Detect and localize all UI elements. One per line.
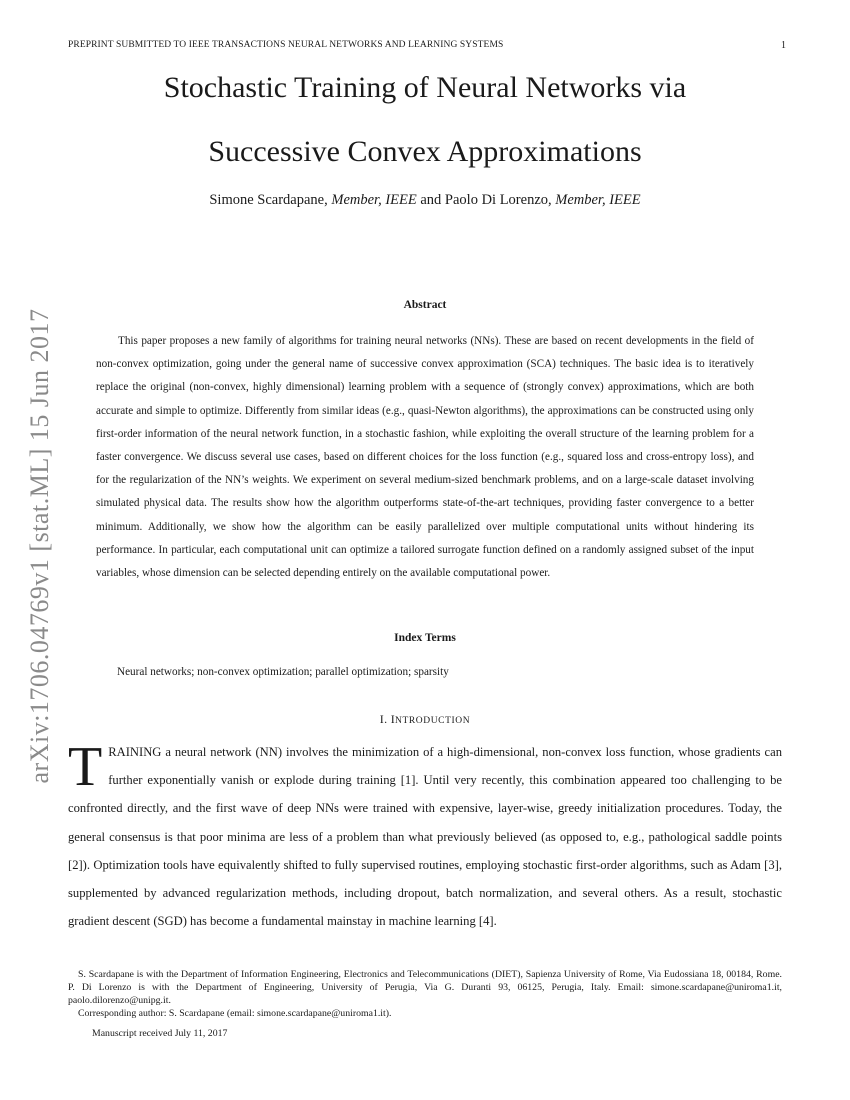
- introduction-text: RAINING a neural network (NN) involves the minimization of a high-dimensional, non-convex loss function, whose gradients can further exponentially vanish or explode during training [1]. Until very recently, this combination appeared too challenging to be confronted directly, and the first wave of deep NNs were trained with expensive, layer-wise, greedy initialization procedures. Today, the general consensus is that poor minima are less of a problem than what previously believed (as opposed to, e.g., pathological saddle points [2]). Optimization tools have equivalently shifted to fully supervised routines, employing stochastic first-order algorithms, such as Adam [3], supplemented by advanced regularization methods, including dropout, batch normalization, and several others. As a result, stochastic gradient descent (SGD) has become a fundamental mainstay in machine learning [4].: [68, 745, 782, 929]
- manuscript-received-note: Manuscript received July 11, 2017: [92, 1028, 228, 1039]
- drop-cap: T: [68, 736, 103, 798]
- corresponding-author-note: Corresponding author: S. Scardapane (email: simone.scardapane@uniroma1.it).: [78, 1008, 392, 1019]
- author-2: and Paolo Di Lorenzo,: [416, 192, 556, 208]
- author-2-membership: Member, IEEE: [555, 192, 641, 208]
- introduction-paragraph: [68, 738, 782, 935]
- affiliation-footnote: S. Scardapane is with the Department of Information Engineering, Electronics and Telecommunications (DIET), Sapienza University of Rome, Via Eudossiana 18, 00184, Rome. P. Di Lorenzo is with the Department of Engineering, University of Perugia, Via G. Duranti 93, 06125, Perugia, Italy. Email: simone.scardapane@uniroma1.it, paolo.dilorenzo@unipg.it.: [68, 969, 782, 1006]
- index-terms-heading: Index Terms: [394, 632, 456, 644]
- author-1: Simone Scardapane,: [209, 192, 332, 208]
- page-number: 1: [781, 40, 786, 51]
- author-line: [68, 192, 782, 209]
- section-number: I.: [379, 712, 391, 726]
- paper-title: [68, 56, 782, 184]
- index-terms-text: Neural networks; non-convex optimization; parallel optimization; sparsity: [117, 666, 449, 678]
- running-header: PREPRINT SUBMITTED TO IEEE TRANSACTIONS NEURAL NETWORKS AND LEARNING SYSTEMS: [68, 40, 504, 50]
- author-1-membership: Member, IEEE: [331, 192, 417, 208]
- section-heading-introduction: [68, 712, 782, 727]
- section-title-initial: I: [390, 712, 395, 726]
- abstract-heading: Abstract: [403, 299, 447, 311]
- abstract-text: This paper proposes a new family of algorithms for training neural networks (NNs). These are based on recent developments in the field of non-convex optimization, going under the general name of successive convex approximation (SCA) techniques. The basic idea is to iteratively replace the original (non-convex, highly dimensional) learning problem with a sequence of (strongly convex) approximations, which are both accurate and simple to optimize. Differently from similar ideas (e.g., quasi-Newton algorithms), the approximations can be constructed using only first-order information of the neural network function, in a stochastic fashion, while exploiting the overall structure of the learning problem for a faster convergence. We discuss several use cases, based on different choices for the loss function (e.g., squared loss and cross-entropy loss), and for the regularization of the NN’s weights. We experiment on several medium-sized benchmark problems, and on a large-scale dataset involving simulated physical data. The results show how the algorithm outperforms state-of-the-art techniques, providing faster convergence to a better minimum. Additionally, we show how the algorithm can be easily parallelized over multiple computational units without hindering its performance. In particular, each computational unit can optimize a tailored surrogate function defined on a randomly assigned subset of the input variables, whose dimension can be selected depending entirely on the available computational power.: [96, 335, 754, 580]
- arxiv-identifier-stamp: arXiv:1706.04769v1 [stat.ML] 15 Jun 2017: [25, 308, 54, 784]
- title-line-2: Successive Convex Approximations: [208, 135, 642, 168]
- title-line-1: Stochastic Training of Neural Networks via: [163, 71, 687, 104]
- section-title-rest: NTRODUCTION: [394, 716, 471, 726]
